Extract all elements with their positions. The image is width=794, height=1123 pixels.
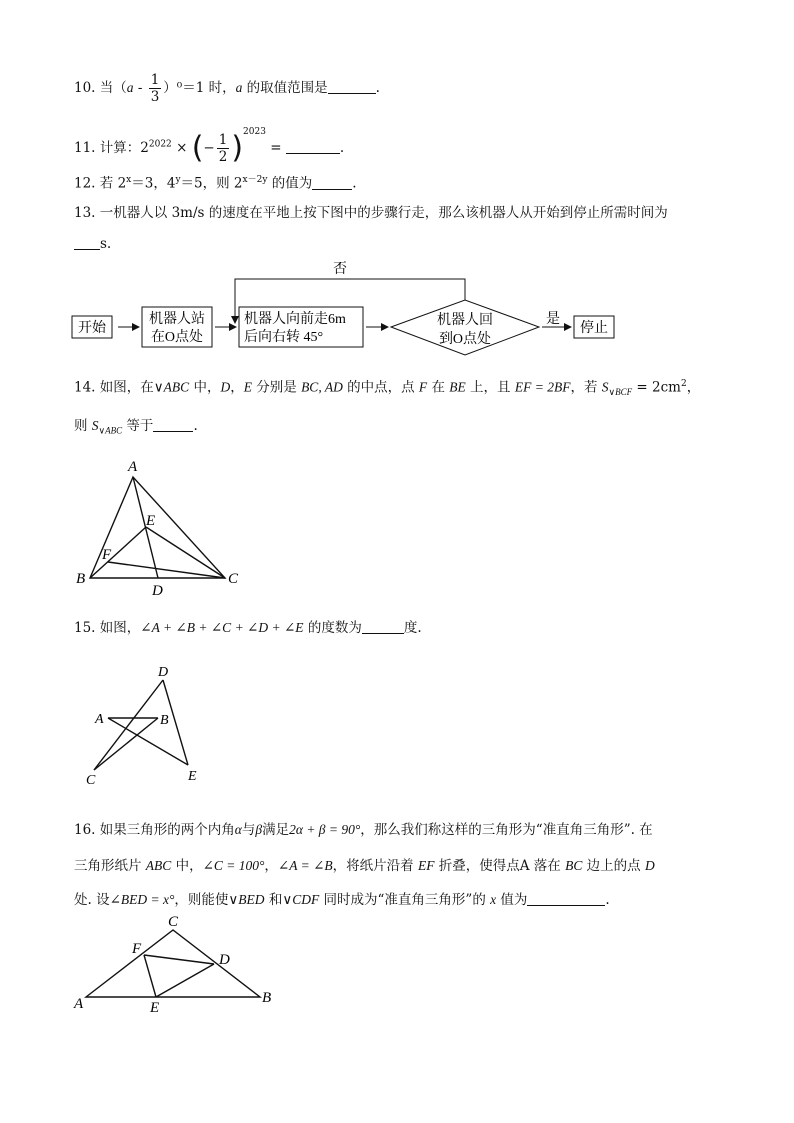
question-16-line2: 三角形纸片 ABC 中，∠C = 100°，∠A = ∠B，将纸片沿着 EF 折叠，使得点A 落在 BC 边上的点 D [74,858,655,874]
answer-blank-11[interactable] [286,139,340,154]
answer-blank-13[interactable] [74,235,100,250]
fig14-label-F: F [102,547,112,563]
flow-stop-box [574,316,614,338]
fig14-label-E: E [146,513,156,529]
q14-number: 14. [74,379,96,396]
svg-text:机器人回: 机器人回 [437,313,493,328]
fig16-label-F: F [132,941,142,957]
answer-blank-15[interactable] [362,619,404,634]
figure-16 [68,912,288,1022]
q13-number: 13. [74,205,96,221]
fig16-label-E: E [150,1000,160,1016]
fig15-label-E: E [188,769,197,784]
q16-number: 16. [74,822,96,838]
question-15: 15. 如图，∠A + ∠B + ∠C + ∠D + ∠E 的度数为 度. [74,620,422,636]
flow-start-box [72,316,112,338]
flowchart [0,255,794,375]
q11-fraction: $\frac{1}{2}$ [218,132,228,165]
q11-number: 11. [74,140,96,156]
answer-blank-12[interactable] [312,175,352,190]
question-12: 12. 若 $2^x=3$，$4^y=5$，则 $2^{x-2y}$ 的值为 . [74,175,357,192]
question-16: 16. 如果三角形的两个内角α与β满足2α + β = 90°，那么我们称这样的三角形为“准直角三角形”. 在 [74,822,653,838]
figure-14 [70,455,270,605]
svg-text:机器人站: 机器人站 [149,312,205,327]
fig14-label-A: A [128,459,138,475]
svg-text:开始: 开始 [78,321,106,336]
question-13: 13. 一机器人以 3m/s 的速度在平地上按下图中的步骤行走，那么该机器人从开始到停止所需时间为 [74,205,668,221]
fig16-label-A: A [74,996,84,1012]
question-14-line2: 则 $S_{\vee ABC}$ 等于 . [74,418,198,436]
q11-paren: ( [191,130,204,166]
answer-blank-16[interactable] [527,891,605,906]
question-14: 14. 如图，在∨ABC 中，D，E 分别是 BC, AD 的中点，点 F 在 BE 上，且 EF = 2BF，若 $S_{\vee BCF} = 2cm^2$， [74,379,701,398]
answer-blank-10[interactable] [328,79,376,94]
question-16-line3: 处. 设∠BED = x°，则能使∨BED 和∨CDF 同时成为“准直角三角形”的 x 值为 . [74,892,610,908]
q15-number: 15. [74,620,96,636]
figure-15 [80,662,240,792]
svg-text:后向右转 45°: 后向右转 45° [244,330,324,345]
fig15-label-D: D [158,665,169,680]
fig16-label-B: B [262,990,272,1006]
fig14-label-C: C [228,571,239,587]
svg-text:到O点处: 到O点处 [438,332,492,347]
fig16-label-C: C [168,914,179,930]
question-10: 10. 当（a - $\frac{1}{3}$ ）⁰＝1 时，a 的取值范围是 . [74,72,380,105]
flow-yes-label: 是 [546,312,560,327]
q10-fraction: $\frac{1}{3}$ [150,72,160,105]
q12-number: 12. [74,175,96,192]
answer-blank-14[interactable] [153,417,193,432]
fig16-label-D: D [219,952,230,968]
fig14-label-D: D [152,583,163,599]
fig15-label-A: A [95,712,104,727]
flow-no-label: 否 [333,262,347,277]
fig15-label-B: B [160,713,169,728]
question-11: 11. 计算：$2^{2022}$ × (− $\frac{1}{2}$ )$^{2023}$ = . [74,127,345,166]
svg-text:机器人向前走6m: 机器人向前走6m [244,312,346,327]
q10-number: 10. [74,80,96,96]
flow-decision-diamond [391,300,539,355]
flow-step2-box [239,307,363,347]
fig15-label-C: C [86,773,96,788]
svg-text:停止: 停止 [580,321,608,336]
flow-step1-box [142,307,212,347]
fig14-label-B: B [76,571,86,587]
svg-text:在O点处: 在O点处 [150,330,204,345]
question-13-line2: s. [74,234,111,254]
